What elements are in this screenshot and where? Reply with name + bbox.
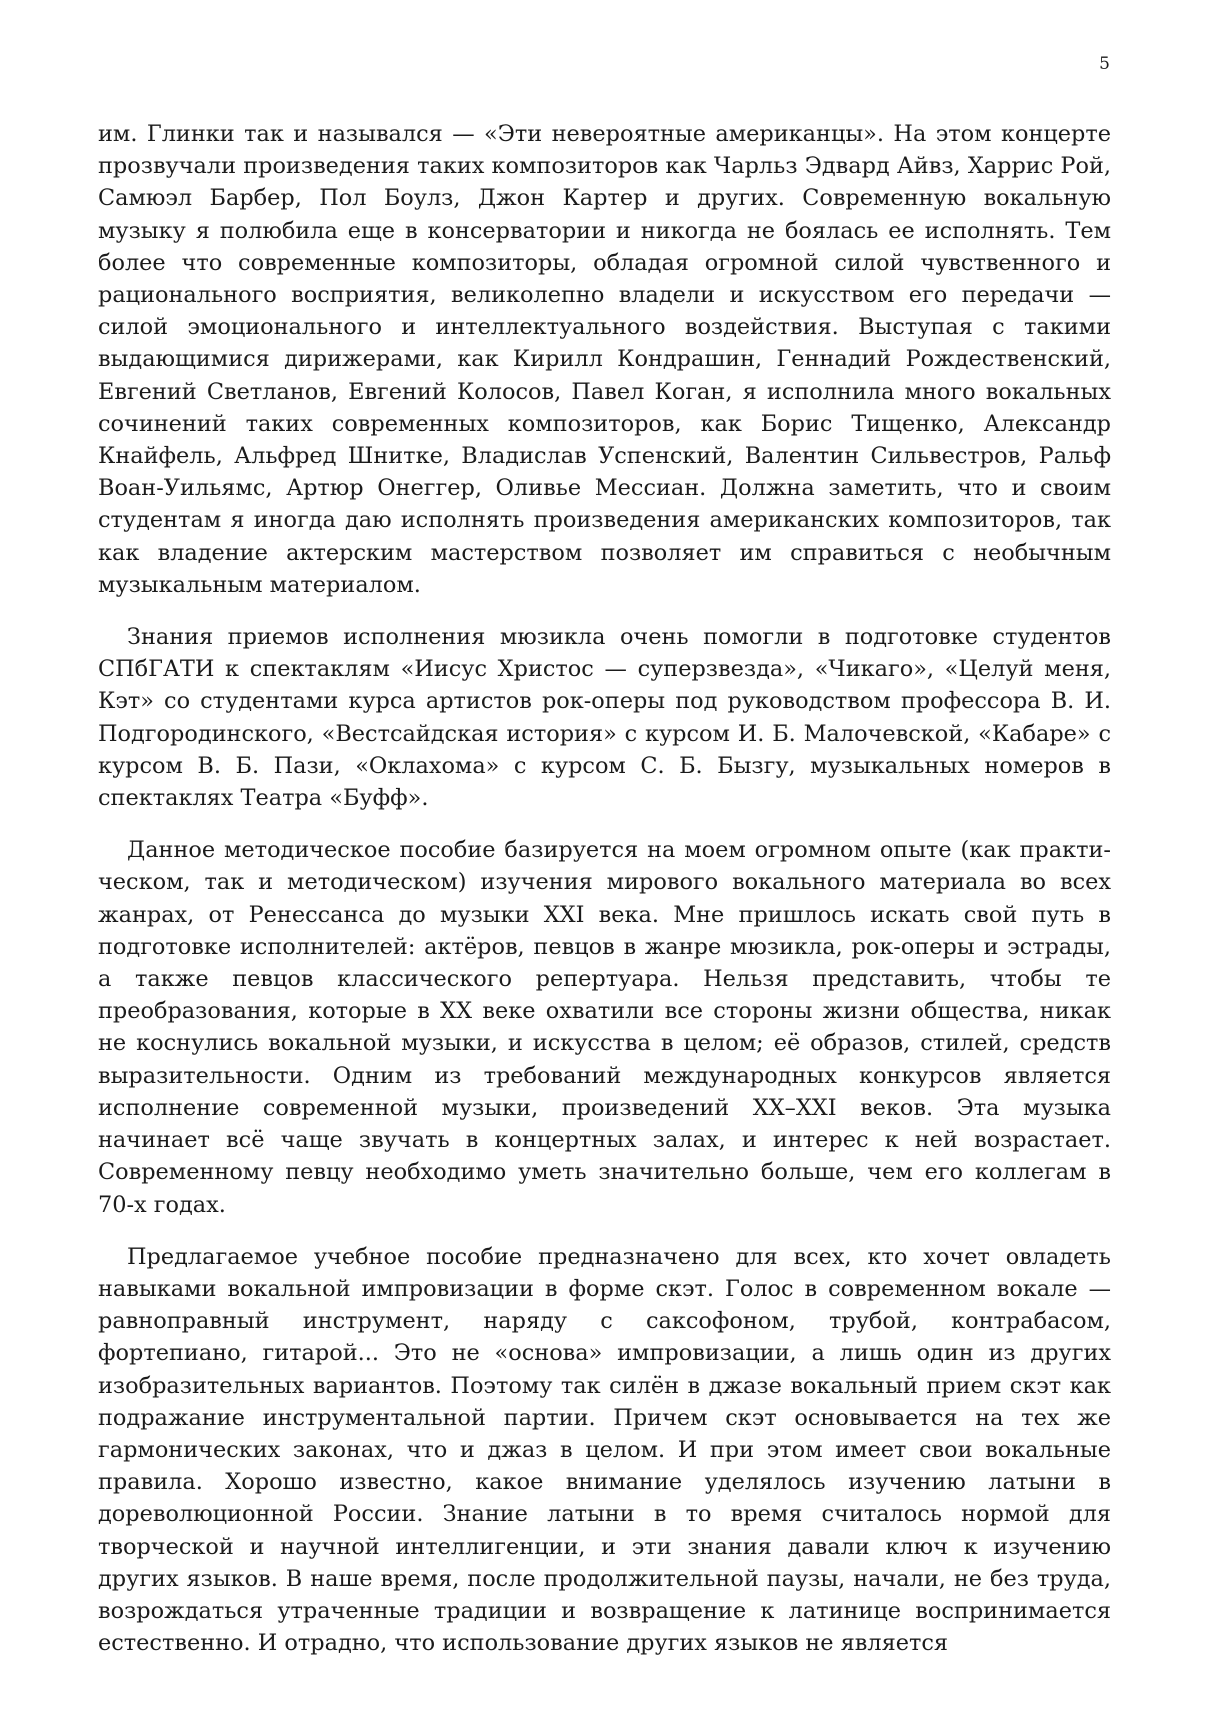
paragraph-musical-knowledge: Знания приемов исполнения мюзикла очень помогли в подготовке студентов СПбГАТИ к спектаклям «Иисус Христос — суперзвезда», «Чикаго», «Целуй меня, Кэт» со студентами курса артистов рок-оперы под руководством профессора В. И. Подгородинского, «Вестсайдская история» с курсом И. Б. Малочевской, «Кабаре» с курсом В. Б. Пази, «Оклахома» с курсом С. Б. Бызгу, музыкальных номеров в спектаклях Театра «Буфф». [98,624,1111,812]
page-number: 5 [1099,54,1110,74]
paragraph-scat-purpose: Предлагаемое учебное пособие предназначено для всех, кто хочет овладеть навыками вокальной импровизации в форме скэт. Голос в современном вокале — равноправный инструмент, наряду с саксофоном, трубой, контрабасом, фортепиано, гитарой... Это не «основа» импровизации, а лишь один из других изобразительных вариантов. Поэтому так силён в джазе вокальный прием скэт как подражание инструментальной партии. Причем скэт основывается на тех же гармонических законах, что и джаз в целом. И при этом имеет свои вокальные правила. Хорошо известно, какое внимание уделялось изучению латыни в дореволюционной России. Знание латыни в то время считалось нормой для творческой и научной интеллигенции, и эти знания давали ключ к изучению других языков. В наше время, после продолжительной паузы, начали, не без труда, возрождаться утраченные традиции и возвращение к латинице воспринимается естественно. И отрадно, что использование других языков не является [98,1243,1111,1657]
paragraph-methodology: Данное методическое пособие базируется на моем огромном опыте (как практическом, так и методическом) изучения мирового вокального материала во всех жанрах, от Ренессанса до музыки XXI века. Мне пришлось искать свой путь в подготовке исполнителей: актёров, певцов в жанре мюзикла, рок-оперы и эстрады, а также певцов классического репертуара. Нельзя представить, чтобы те преобразования, которые в XX веке охватили все стороны жизни общества, никак не коснулись вокальной музыки, и искусства в целом; её образов, стилей, средств выразительности. Одним из требований международных конкурсов является исполнение современной музыки, произведений XX–XXI веков. Эта музыка начинает всё чаще звучать в концертных залах, и интерес к ней возрастает. Современному певцу необходимо уметь значительно больше, чем его коллегам в 70-х годах. [98,837,1111,1218]
paragraph-continuation: им. Глинки так и назывался — «Эти невероятные американцы». На этом концерте прозвучали произведения таких композиторов как Чарльз Эдвард Айвз, Харрис Рой, Самюэл Барбер, Пол Боулз, Джон Картер и других. Современную вокальную музыку я полюбила еще в консерватории и никогда не боялась ее исполнять. Тем более что современные композиторы, обладая огромной силой чувственного и рационального восприятия, великолепно владели и искусством его передачи — силой эмоционального и интеллектуального воздействия. Выступая с такими выдающимися дирижерами, как Кирилл Кондрашин, Геннадий Рождественский, Евгений Светланов, Евгений Колосов, Павел Коган, я исполнила много вокальных сочинений таких современных композиторов, как Борис Тищенко, Александр Кнайфель, Альфред Шнитке, Владислав Успенский, Валентин Сильвестров, Ральф Воан-Уильямс, Артюр Онеггер, Оливье Мессиан. Должна заметить, что и своим студентам я иногда даю исполнять произведения американских композиторов, так как владение актерским мастерством позволяет им справиться с необычным музыкальным материалом. [98,121,1111,598]
body-text [98,118,1111,1659]
